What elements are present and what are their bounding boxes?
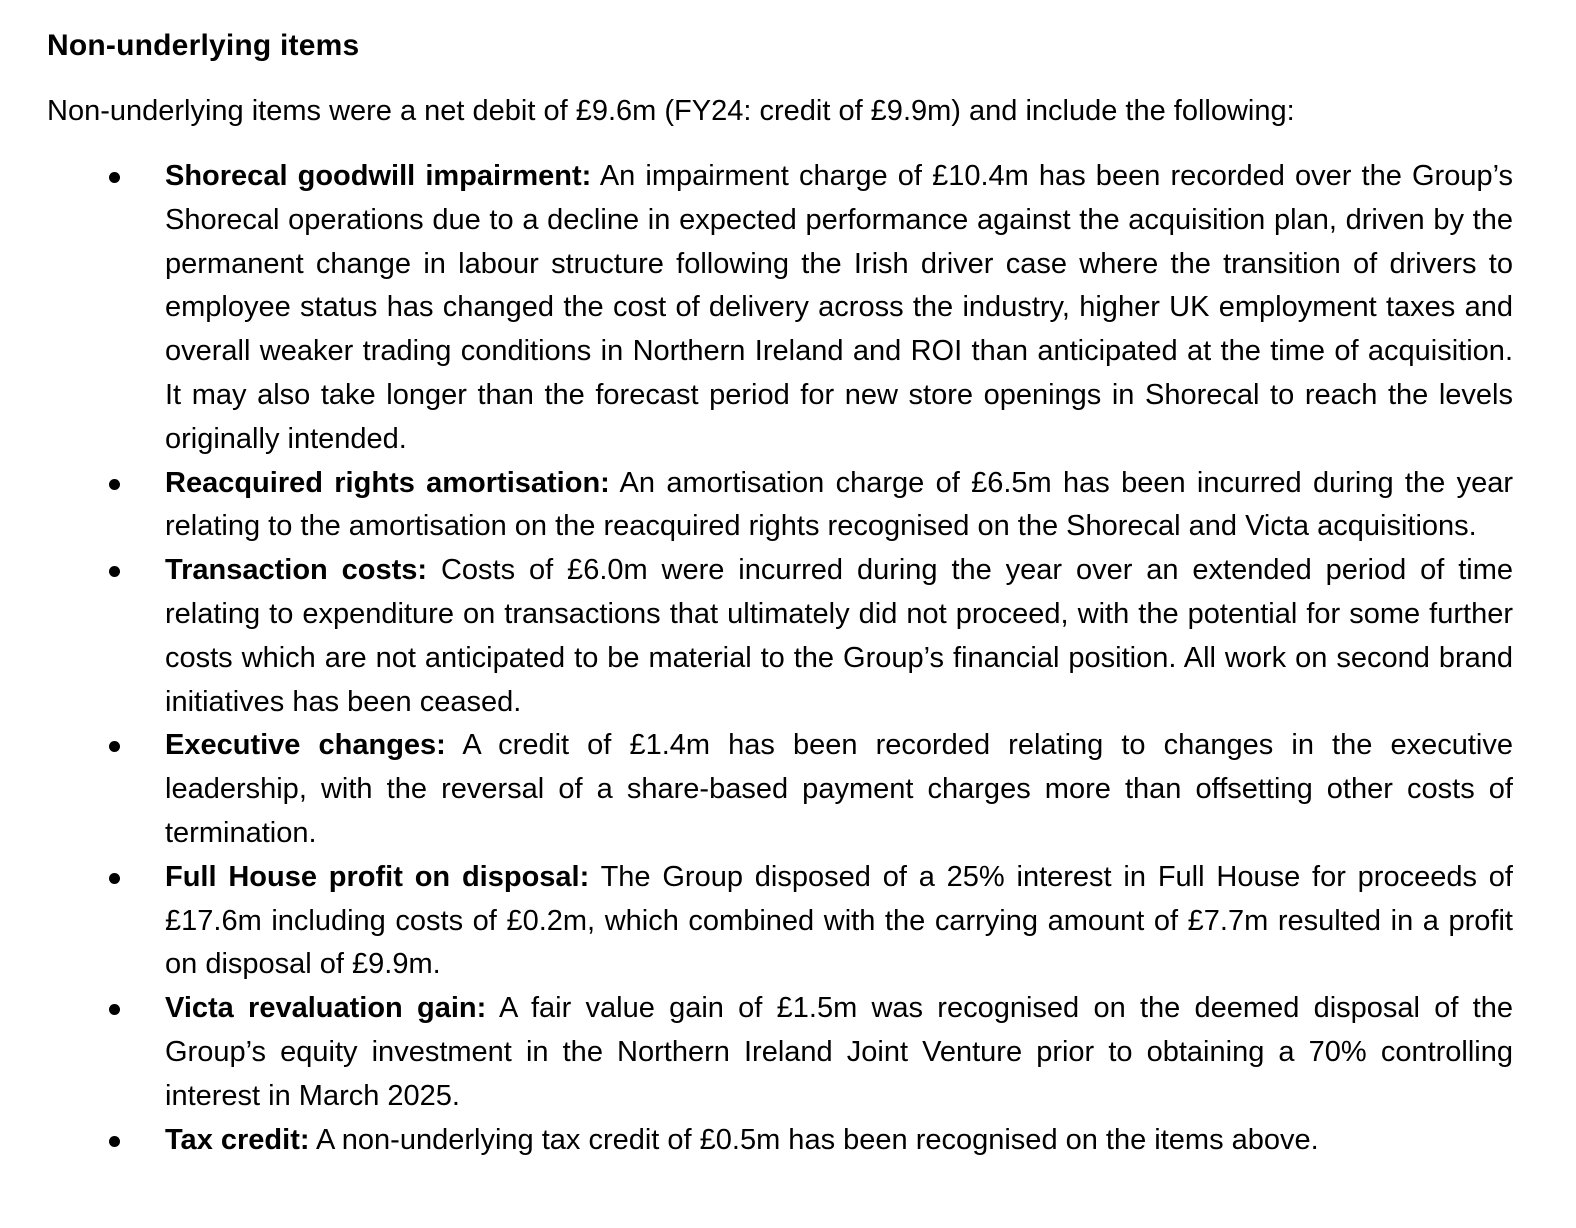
intro-paragraph: Non-underlying items were a net debit of £9.6m (FY24: credit of £9.9m) and include the following:	[47, 95, 1295, 127]
bullet-icon	[109, 1136, 120, 1147]
list-item-tax-credit	[47, 1119, 1513, 1163]
bullet-label: Executive changes:	[165, 729, 446, 762]
list-item-full-house-profit-on-disposal	[47, 856, 1513, 987]
list-item-reacquired-rights-amortisation	[47, 462, 1513, 550]
list-item-victa-revaluation-gain	[47, 987, 1513, 1118]
bullet-icon	[109, 172, 120, 183]
bullet-text: A non-underlying tax credit of £0.5m has been recognised on the items above.	[315, 1123, 1319, 1156]
bullet-icon	[109, 741, 120, 752]
bullet-icon	[109, 479, 120, 490]
bullet-text: An impairment charge of £10.4m has been recorded over the Group’s Shorecal operations due to a decline in expected performance against the acquisition plan, driven by the permanent change in labour structure following the Irish driver case where the transition of drivers to employee status has changed the cost of delivery across the industry, higher UK employment taxes and overall weaker trading conditions in Northern Ireland and ROI than anticipated at the time of acquisition. It may also take longer than the forecast period for new store openings in Shorecal to reach the levels originally intended.	[165, 160, 1514, 455]
bullet-text: An amortisation charge of £6.5m has been incurred during the year relating to the amortisation on the reacquired rights recognised on the Shorecal and Victa acquisitions.	[165, 466, 1513, 543]
list-item-shorecal-goodwill-impairment	[47, 155, 1513, 462]
bullet-list	[47, 155, 1513, 1162]
bullet-text: A fair value gain of £1.5m was recognised on the deemed disposal of the Group’s equity investment in the Northern Ireland Joint Venture prior to obtaining a 70% controlling interest in March 2025.	[165, 992, 1513, 1112]
bullet-text: Costs of £6.0m were incurred during the year over an extended period of time relating to expenditure on transactions that ultimately did not proceed, with the potential for some further costs which are not anticipated to be material to the Group’s financial position. All work on second brand initiatives has been ceased.	[165, 554, 1513, 718]
bullet-label: Tax credit:	[165, 1123, 310, 1156]
bullet-icon	[109, 566, 120, 577]
list-item-transaction-costs	[47, 549, 1513, 724]
bullet-text: A credit of £1.4m has been recorded relating to changes in the executive leadership, with the reversal of a share-based payment charges more than offsetting other costs of termination.	[165, 729, 1513, 849]
section-heading: Non-underlying items	[47, 29, 360, 62]
bullet-label: Transaction costs:	[165, 554, 428, 587]
bullet-text: The Group disposed of a 25% interest in Full House for proceeds of £17.6m including costs of £0.2m, which combined with the carrying amount of £7.7m resulted in a profit on disposal of £9.9m.	[165, 860, 1513, 981]
bullet-icon	[109, 1004, 120, 1015]
bullet-label: Shorecal goodwill impairment:	[165, 160, 592, 192]
bullet-icon	[109, 873, 120, 884]
bullet-label: Full House profit on disposal:	[165, 860, 590, 893]
list-item-executive-changes	[47, 724, 1513, 855]
bullet-label: Victa revaluation gain:	[165, 992, 487, 1025]
bullet-label: Reacquired rights amortisation:	[165, 466, 610, 499]
